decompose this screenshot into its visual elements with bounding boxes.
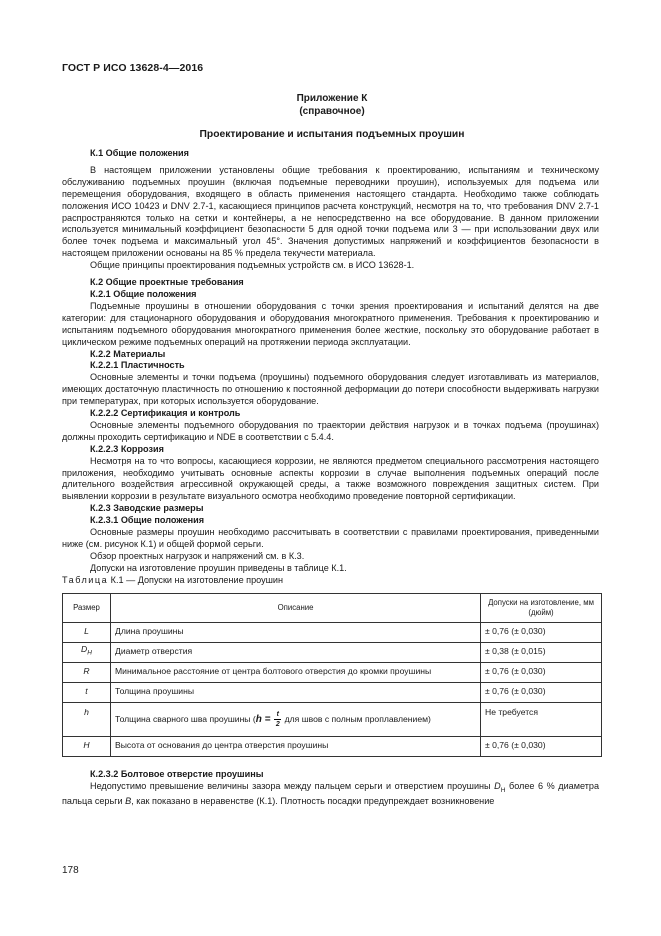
table-caption-prefix: Таблица <box>62 574 109 585</box>
column-header-tolerance: Допуски на изготовление, мм (дюйм) <box>481 593 602 622</box>
section-k223-title: К.2.2.3 Коррозия <box>90 443 164 454</box>
weld-description-end: для швов с полным проплавлением) <box>282 713 431 724</box>
section-k221-paragraph: Основные элементы и точки подъема (проушины) подъемного оборудования следует изготавливать из материалов, имеющих достаточную пластичность по отношению к постоянной деформации до потери способности выдерживать нагрузки при температурах, при которых используется оборудование. <box>62 372 599 407</box>
table-row <box>63 642 602 662</box>
section-k221-title: К.2.2.1 Пластичность <box>90 360 185 371</box>
column-header-size: Размер <box>63 593 111 622</box>
table-row <box>63 662 602 682</box>
annex-heading: Проектирование и испытания подъемных проушин <box>199 129 465 140</box>
page-number: 178 <box>62 865 79 876</box>
fraction-bar <box>274 719 281 720</box>
k232-text-2: более 6 % диаметра пальца серьги <box>62 780 600 807</box>
k232-text-3: , как показано в неравенстве (К.1). Плотность посадки предупреждает возникновение <box>131 796 495 807</box>
cell-description: Минимальное расстояние от центра болтового отверстия до кромки проушины <box>111 662 481 682</box>
section-k223-paragraph: Несмотря на то что вопросы, касающиеся коррозии, не являются предметом специального рассмотрения настоящего приложения, необходимо учитывать основные аспекты коррозии в случае выполнения подъемных операций после длительного воздействия агрессивной окружающей среды, а также возможного повреждения защитных систем. При выявлении коррозии в результате визуального осмотра необходимо проведение повторной сертификации. <box>62 455 599 502</box>
cell-tolerance: ± 0,76 (± 0,030) <box>481 662 602 682</box>
section-k232-title: К.2.3.2 Болтовое отверстие проушины <box>90 768 264 779</box>
cell-description: Толщина проушины <box>111 682 481 702</box>
cell-symbol: H <box>63 736 111 756</box>
cell-description <box>111 702 481 736</box>
section-k1-title: К.1 Общие положения <box>90 148 189 158</box>
section-k21-title: К.2.1 Общие положения <box>90 288 197 299</box>
cell-tolerance: ± 0,76 (± 0,030) <box>481 736 602 756</box>
formula-fraction <box>274 711 281 728</box>
standard-header: ГОСТ Р ИСО 13628-4—2016 <box>62 62 204 74</box>
document-body <box>62 148 599 808</box>
section-k21-paragraph: Подъемные проушины в отношении оборудования с точки зрения проектирования и испытаний делятся на две категории: для стационарного оборудования и оборудования многократного применения. Требования к проектированию и испытаниям подъемного оборудования многократного применения более жесткие, поскольку это оборудование работает в циклическом режиме подъемных операций на протяжении периода эксплуатации. <box>62 300 599 347</box>
k232-symbol-subscript: H <box>500 786 506 794</box>
section-k22-title: К.2.2 Материалы <box>90 348 166 359</box>
weld-description-start: Толщина сварного шва проушины ( <box>115 713 256 724</box>
section-k1-paragraph-2: Общие принципы проектирования подъемных устройств см. в ИСО 13628-1. <box>90 260 415 271</box>
formula-h: h <box>255 713 262 725</box>
section-k23-title: К.2.3 Заводские размеры <box>90 503 204 514</box>
section-k2-title: К.2 Общие проектные требования <box>90 277 244 288</box>
table-header-row <box>63 593 602 622</box>
section-k232-paragraph <box>62 781 599 809</box>
cell-symbol: h <box>63 702 111 736</box>
cell-description: Высота от основания до центра отверстия проушины <box>111 736 481 756</box>
formula-equals: = <box>261 713 274 725</box>
tolerance-table <box>62 593 602 757</box>
section-k231-paragraph-3: Допуски на изготовление проушин приведены в таблице К.1. <box>90 562 347 573</box>
table-caption-text: К.1 — Допуски на изготовление проушин <box>108 574 284 585</box>
symbol-subscript: H <box>87 650 92 658</box>
table-caption <box>62 575 599 587</box>
cell-symbol: L <box>63 622 111 642</box>
column-header-description: Описание <box>111 593 481 622</box>
cell-symbol <box>63 642 111 662</box>
section-k222-title: К.2.2.2 Сертификация и контроль <box>90 408 241 419</box>
section-k1-paragraph-1: В настоящем приложении установлены общие требования к проектированию, испытаниям и техническому обслуживанию подъемных проушин (включая подъемные переводники проушин), используемых для подъема или перемещения оборудования, входящего в область применения настоящего стандарта. Необходимо также соблюдать положения ИСО 10423 и DNV 2.7-1, касающиеся принципов расчета конструкций, несмотря на то, что требования DNV 2.7-1 распространяются только на сетки и контейнеры, а не непосредственно на все оборудование. В данном приложении используется минимальный коэффициент безопасности 5 для одной точки подъема или 3 — при использовании двух или более точек подъема и максимальный угол 45°. Значения допустимых напряжений и коэффициентов безопасности в настоящем приложении основаны на 85 % предела текучести материала. <box>62 164 599 259</box>
k232-text-1: Недопустимо превышение величины зазора между пальцем серьги и отверстием проушины <box>90 780 495 791</box>
fraction-numerator: t <box>276 710 279 718</box>
section-k222-paragraph: Основные элементы подъемного оборудования по траектории действия нагрузок и в точках подъема (проушинах) должны проходить сертификацию и NDE в соответствии с 5.4.4. <box>62 419 599 442</box>
section-k231-paragraph-1: Основные размеры проушин необходимо рассчитывать в соответствии с правилами проектирования, приведенными ниже (см. рисунок К.1) и общей формой серьги. <box>62 527 599 549</box>
cell-symbol: R <box>63 662 111 682</box>
symbol-main: D <box>81 644 88 655</box>
annex-type: (справочное) <box>299 106 365 117</box>
section-k231-title: К.2.3.1 Общие положения <box>90 515 205 526</box>
cell-tolerance: Не требуется <box>481 702 602 736</box>
annex-title: Приложение К <box>296 93 368 104</box>
table-row <box>63 682 602 702</box>
cell-description: Диаметр отверстия <box>111 642 481 662</box>
k232-symbol-b: B <box>125 796 132 807</box>
k232-symbol: D <box>494 780 501 791</box>
cell-symbol: t <box>63 682 111 702</box>
fraction-denominator: 2 <box>275 720 280 728</box>
cell-tolerance: ± 0,76 (± 0,030) <box>481 682 602 702</box>
section-k231-paragraph-2: Обзор проектных нагрузок и напряжений см. в К.3. <box>90 550 305 561</box>
table-row <box>63 702 602 736</box>
cell-description: Длина проушины <box>111 622 481 642</box>
table-row <box>63 622 602 642</box>
cell-tolerance: ± 0,76 (± 0,030) <box>481 622 602 642</box>
cell-tolerance: ± 0,38 (± 0,015) <box>481 642 602 662</box>
table-row <box>63 736 602 756</box>
